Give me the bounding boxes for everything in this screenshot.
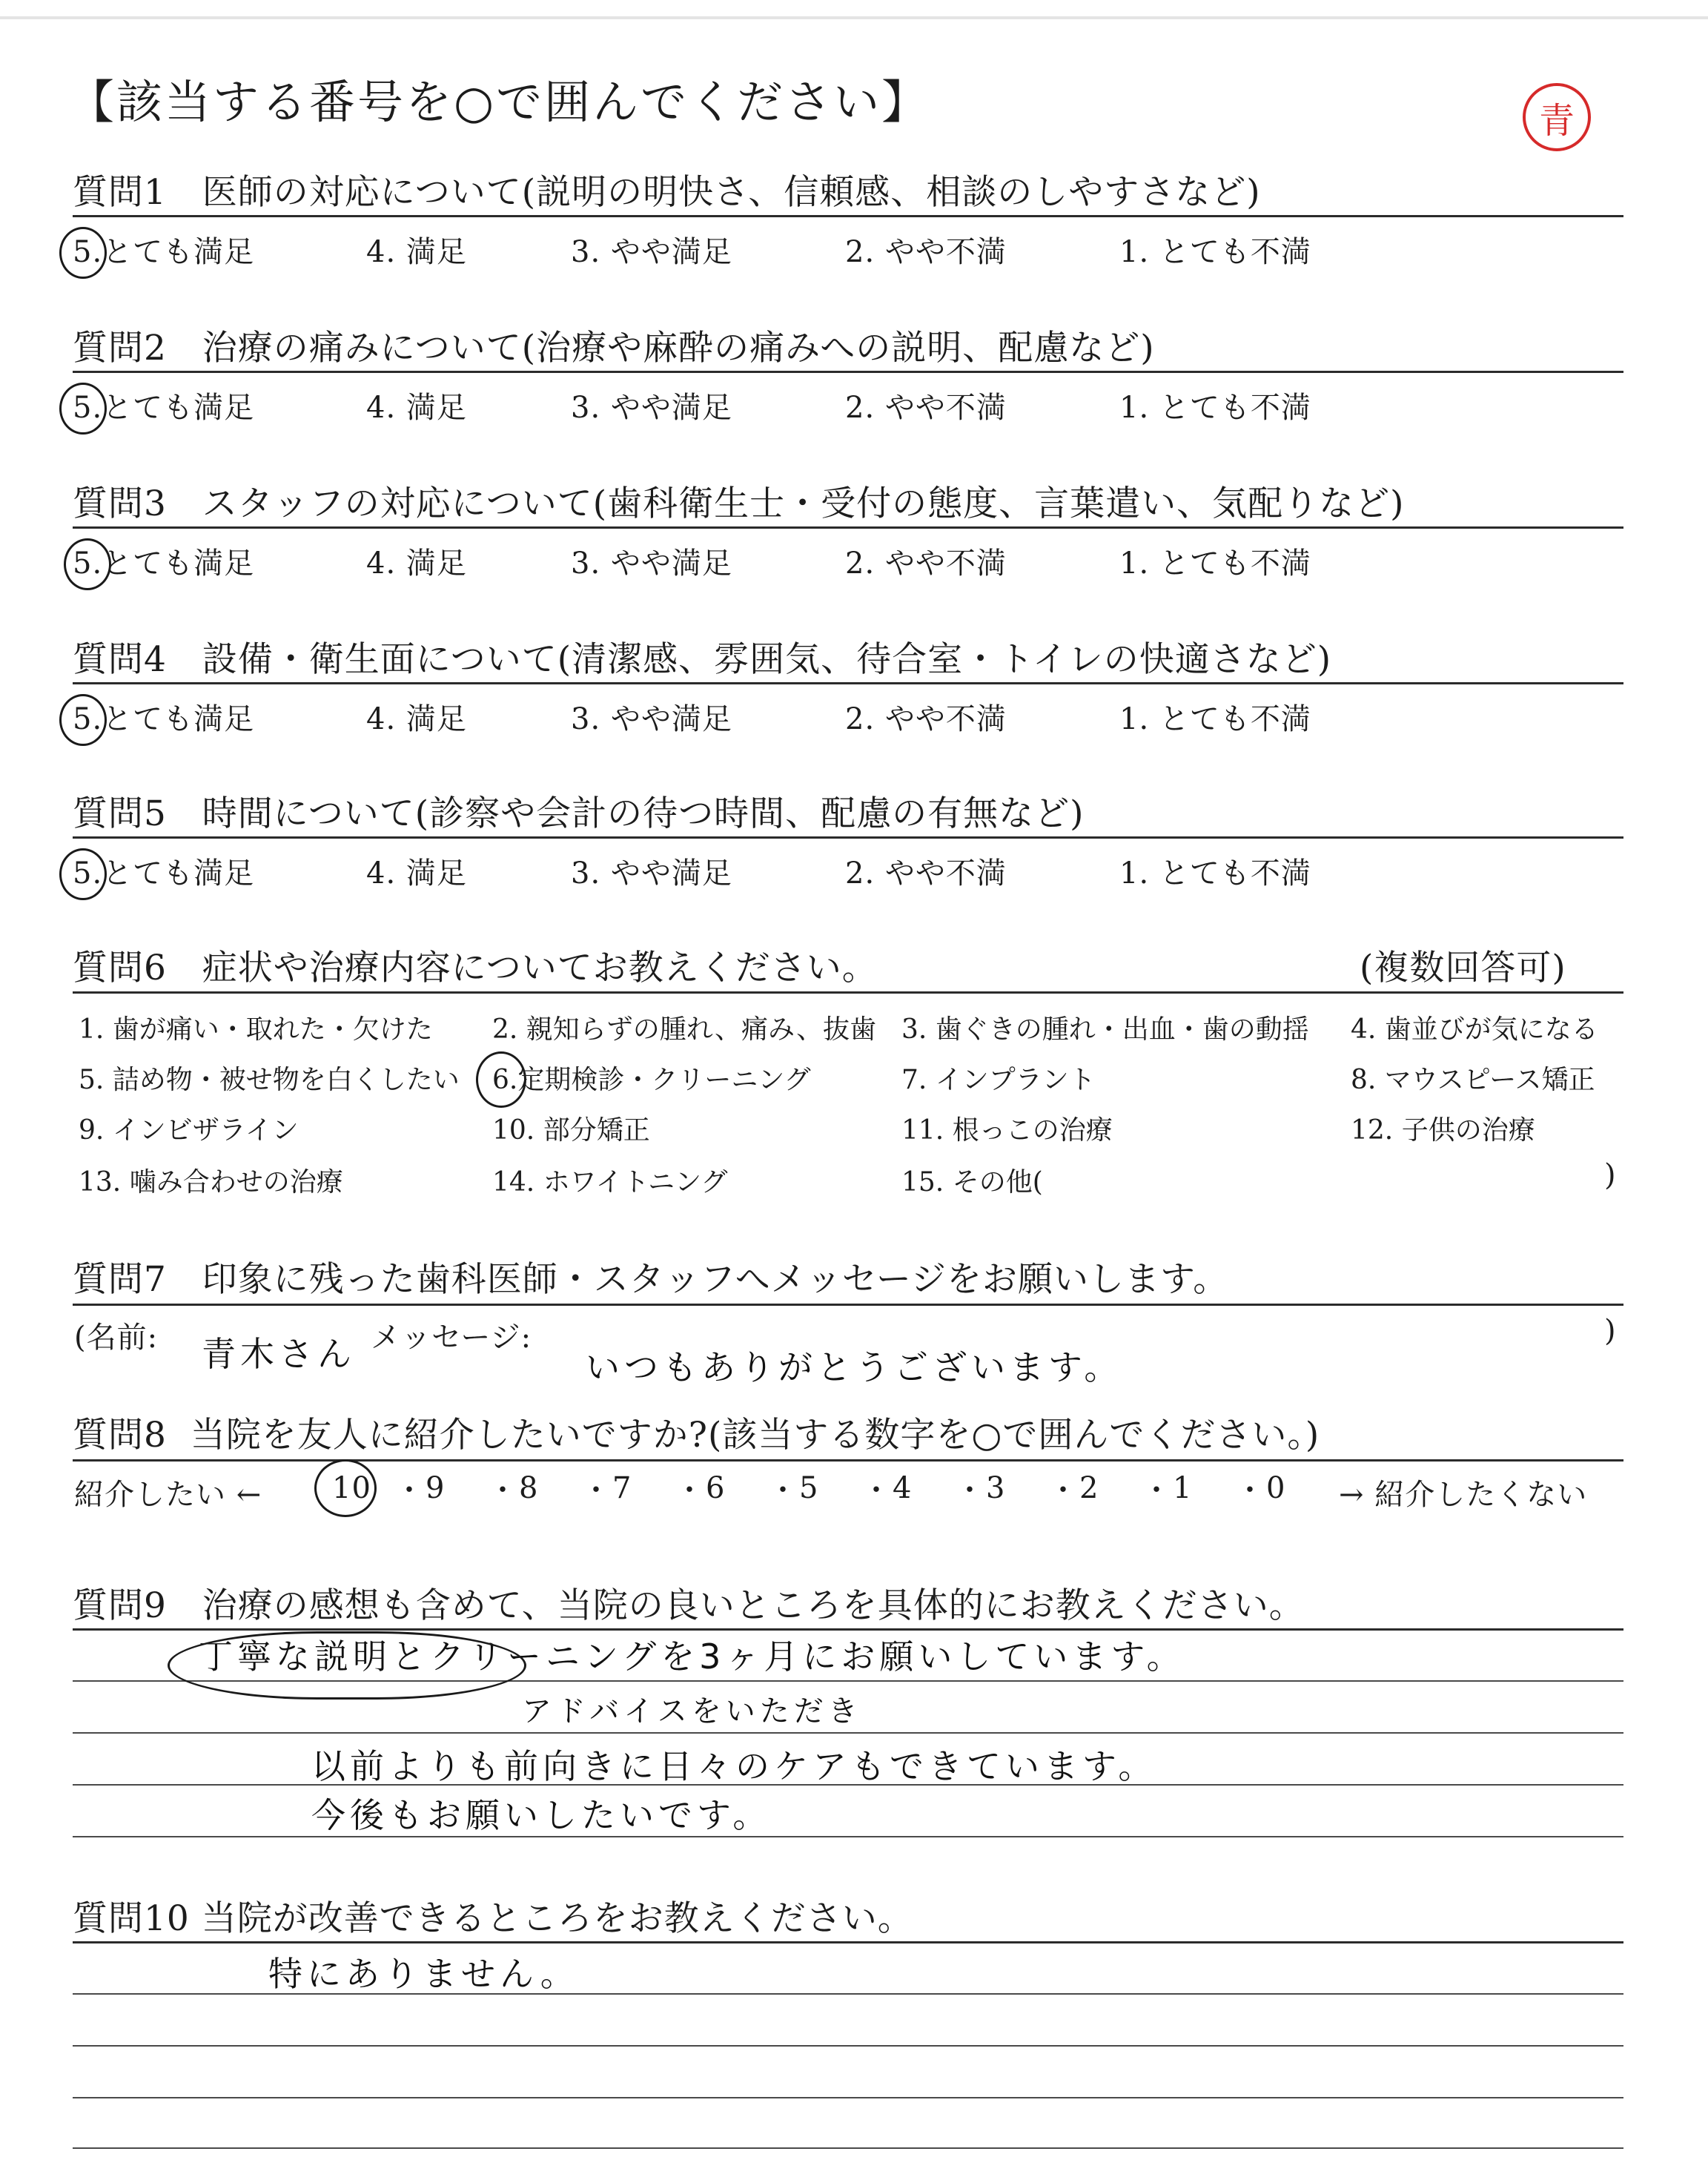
q5-option-3[interactable]: 3. やや満足 bbox=[571, 856, 732, 891]
q2-label: 質問2 治療の痛みについて(治療や麻酔の痛みへの説明、配慮など) bbox=[73, 328, 1155, 369]
q4-option-5-circle bbox=[59, 694, 107, 746]
q10-label: 質問10 当院が改善できるところをお教えください。 bbox=[73, 1898, 913, 1939]
q6-option-1[interactable]: 1. 歯が痛い・取れた・欠けた bbox=[79, 1014, 433, 1045]
q7-name-label: (名前: bbox=[74, 1321, 159, 1355]
q6-option-15[interactable]: 15. その他( bbox=[901, 1167, 1043, 1198]
q9-answer-line-3: 以前よりも前向きに日々のケアもできています。 bbox=[311, 1746, 1157, 1786]
q7-message-value: いつもありがとうございます。 bbox=[586, 1347, 1123, 1387]
q9-label: 質問9 治療の感想も含めて、当院の良いところを具体的にお教えください。 bbox=[73, 1585, 1305, 1626]
q1-option-1[interactable]: 1. とても不満 bbox=[1119, 235, 1311, 269]
q8-scale-10[interactable]: 0 bbox=[1266, 1471, 1286, 1505]
q9-line-2 bbox=[73, 1732, 1623, 1734]
q3-option-4[interactable]: 4. 満足 bbox=[366, 546, 467, 581]
q6-option-9[interactable]: 9. インビザライン bbox=[79, 1115, 299, 1146]
q5-option-5-circle bbox=[59, 848, 107, 900]
q8-scale-dot: ・ bbox=[488, 1473, 518, 1507]
q6-option-10[interactable]: 10. 部分矯正 bbox=[492, 1115, 650, 1146]
q9-answer-line-2: アドバイスをいただき bbox=[522, 1694, 862, 1728]
q5-label: 質問5 時間について(診察や会計の待つ時間、配慮の有無など) bbox=[73, 793, 1085, 834]
q1-option-5-circle bbox=[59, 227, 107, 279]
q8-scale-dot: ・ bbox=[1048, 1473, 1079, 1507]
q2-option-5-circle bbox=[59, 383, 107, 435]
q8-scale-dot: ・ bbox=[1142, 1473, 1172, 1507]
q6-label: 質問6 症状や治療内容についてお教えください。 bbox=[73, 948, 878, 988]
q10-line-4 bbox=[73, 2147, 1623, 2149]
q5-option-1[interactable]: 1. とても不満 bbox=[1119, 856, 1311, 891]
q6-option-2[interactable]: 2. 親知らずの腫れ、痛み、抜歯 bbox=[492, 1014, 877, 1045]
q8-scale-1[interactable]: 9 bbox=[426, 1471, 446, 1505]
q4-option-2[interactable]: 2. やや不満 bbox=[845, 702, 1007, 736]
q9-handwritten-circle bbox=[168, 1631, 526, 1700]
q10-rule bbox=[73, 1941, 1623, 1943]
q1-rule bbox=[73, 215, 1623, 217]
q10-line-2 bbox=[73, 2045, 1623, 2047]
q8-left-label: 紹介したい ← bbox=[74, 1478, 262, 1512]
q1-option-2[interactable]: 2. やや不満 bbox=[845, 235, 1007, 269]
q1-option-3[interactable]: 3. やや満足 bbox=[571, 235, 732, 269]
q8-circle bbox=[314, 1459, 377, 1517]
q4-option-4[interactable]: 4. 満足 bbox=[366, 702, 467, 736]
q8-label: 質問8 当院を友人に紹介したいですか?(該当する数字を○で囲んでください。) bbox=[73, 1415, 1320, 1456]
q5-option-5[interactable]: 5.とても満足 bbox=[73, 856, 255, 891]
q6-rule bbox=[73, 991, 1623, 994]
q10-answer: 特にありません。 bbox=[268, 1954, 579, 1994]
q3-option-1[interactable]: 1. とても不満 bbox=[1119, 546, 1311, 581]
q3-label: 質問3 スタッフの対応について(歯科衛生士・受付の態度、言葉遣い、気配りなど) bbox=[73, 483, 1405, 524]
q7-rule bbox=[73, 1304, 1623, 1306]
q6-close-paren: ) bbox=[1604, 1158, 1616, 1192]
q8-scale-9[interactable]: 1 bbox=[1173, 1471, 1193, 1505]
q9-answer-line-4: 今後もお願いしたいです。 bbox=[311, 1795, 772, 1835]
q6-option-14[interactable]: 14. ホワイトニング bbox=[492, 1167, 728, 1198]
q1-option-4[interactable]: 4. 満足 bbox=[366, 235, 467, 269]
q3-option-2[interactable]: 2. やや不満 bbox=[845, 546, 1007, 581]
q2-rule bbox=[73, 371, 1623, 373]
q5-option-2[interactable]: 2. やや不満 bbox=[845, 856, 1007, 891]
q1-label: 質問1 医師の対応について(説明の明快さ、信頼感、相談のしやすさなど) bbox=[73, 172, 1261, 213]
q6-option-11[interactable]: 11. 根っこの治療 bbox=[901, 1115, 1113, 1146]
q8-scale-dot: ・ bbox=[768, 1473, 798, 1507]
q7-close-paren: ) bbox=[1604, 1314, 1616, 1348]
q7-message-label: メッセージ: bbox=[371, 1321, 532, 1355]
q4-label: 質問4 設備・衛生面について(清潔感、雰囲気、待合室・トイレの快適さなど) bbox=[73, 639, 1332, 680]
q4-option-3[interactable]: 3. やや満足 bbox=[571, 702, 732, 736]
q2-option-1[interactable]: 1. とても不満 bbox=[1119, 391, 1311, 425]
q8-scale-8[interactable]: 2 bbox=[1079, 1471, 1099, 1505]
q6-option-3[interactable]: 3. 歯ぐきの腫れ・出血・歯の動揺 bbox=[901, 1014, 1309, 1045]
q6-option-6-circle bbox=[476, 1051, 526, 1108]
q3-option-5-circle bbox=[64, 538, 111, 590]
q3-option-3[interactable]: 3. やや満足 bbox=[571, 546, 732, 581]
q8-scale-dot: ・ bbox=[675, 1473, 705, 1507]
q6-option-4[interactable]: 4. 歯並びが気になる bbox=[1351, 1014, 1598, 1045]
q6-option-5[interactable]: 5. 詰め物・被せ物を白くしたい bbox=[79, 1065, 460, 1095]
q8-scale-0[interactable]: 10 bbox=[332, 1471, 371, 1505]
q2-option-5[interactable]: 5.とても満足 bbox=[73, 391, 255, 425]
q3-option-5[interactable]: 5.とても満足 bbox=[73, 546, 255, 581]
q10-line-3 bbox=[73, 2097, 1623, 2098]
q8-scale-6[interactable]: 4 bbox=[893, 1471, 913, 1505]
q2-option-4[interactable]: 4. 満足 bbox=[366, 391, 467, 425]
q8-scale-dot: ・ bbox=[581, 1473, 612, 1507]
q5-rule bbox=[73, 836, 1623, 839]
q6-option-13[interactable]: 13. 噛み合わせの治療 bbox=[79, 1167, 343, 1198]
q8-scale-2[interactable]: 8 bbox=[519, 1471, 539, 1505]
q3-rule bbox=[73, 526, 1623, 529]
q6-option-12[interactable]: 12. 子供の治療 bbox=[1351, 1115, 1535, 1146]
q8-scale-dot: ・ bbox=[1235, 1473, 1265, 1507]
q8-scale-3[interactable]: 7 bbox=[612, 1471, 632, 1505]
q8-scale-dot: ・ bbox=[861, 1473, 892, 1507]
top-border bbox=[0, 16, 1708, 19]
name-stamp: 青 bbox=[1523, 83, 1591, 151]
q8-scale-7[interactable]: 3 bbox=[986, 1471, 1006, 1505]
q2-option-2[interactable]: 2. やや不満 bbox=[845, 391, 1007, 425]
q6-option-6[interactable]: 6.定期検診・クリーニング bbox=[492, 1065, 811, 1095]
q8-scale-4[interactable]: 6 bbox=[706, 1471, 726, 1505]
page-title: 【該当する番号を○で囲んでください】 bbox=[68, 75, 930, 129]
q7-label: 質問7 印象に残った歯科医師・スタッフへメッセージをお願いします。 bbox=[73, 1259, 1229, 1300]
q8-scale-dot: ・ bbox=[955, 1473, 985, 1507]
q8-right-label: → 紹介したくない bbox=[1339, 1478, 1588, 1512]
q4-rule bbox=[73, 682, 1623, 684]
q4-option-5[interactable]: 5.とても満足 bbox=[73, 702, 255, 736]
q1-option-5[interactable]: 5.とても満足 bbox=[73, 235, 255, 269]
q9-answer-line-1: 丁寧な説明とクリーニングを3ヶ月にお願いしています。 bbox=[199, 1636, 1185, 1677]
q6-option-8[interactable]: 8. マウスピース矯正 bbox=[1351, 1065, 1595, 1095]
q9-line-4 bbox=[73, 1836, 1623, 1837]
q7-name-value: 青木さん bbox=[202, 1334, 356, 1374]
q5-option-4[interactable]: 4. 満足 bbox=[366, 856, 467, 891]
q8-scale-5[interactable]: 5 bbox=[799, 1471, 819, 1505]
q6-option-7[interactable]: 7. インプラント bbox=[901, 1065, 1096, 1095]
q4-option-1[interactable]: 1. とても不満 bbox=[1119, 702, 1311, 736]
q2-option-3[interactable]: 3. やや満足 bbox=[571, 391, 732, 425]
q8-scale-dot: ・ bbox=[394, 1473, 425, 1507]
q6-note: (複数回答可) bbox=[1360, 948, 1566, 988]
q8-rule bbox=[73, 1459, 1623, 1462]
